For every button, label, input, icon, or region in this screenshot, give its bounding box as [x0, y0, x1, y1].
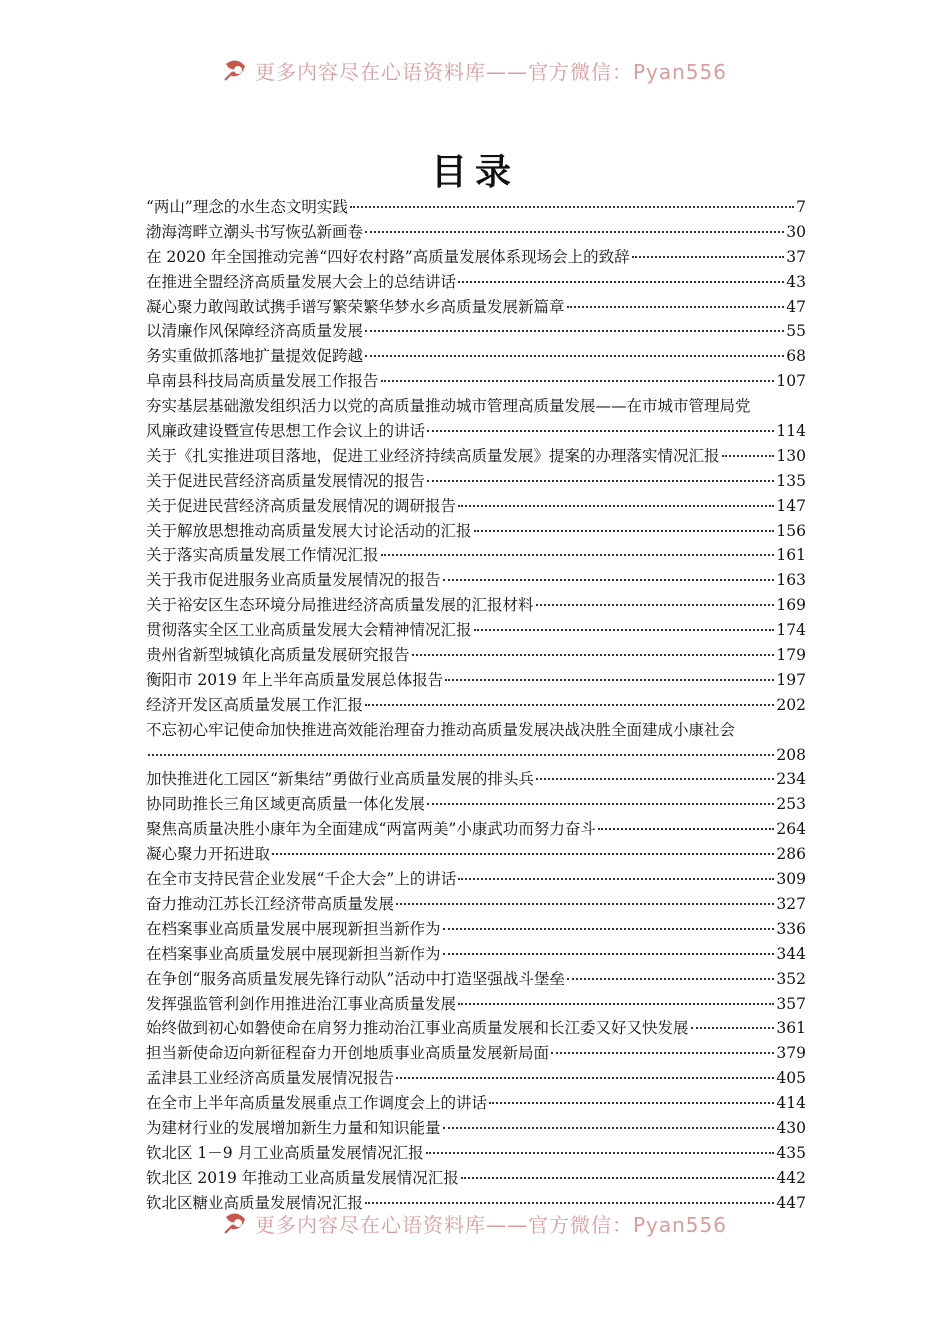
- toc-leader-dots: [272, 853, 774, 855]
- toc-entry[interactable]: [146, 1141, 806, 1166]
- toc-leader-dots: [598, 828, 775, 830]
- toc-entry-page: 147: [776, 496, 806, 515]
- toc-entry-title: 务实重做抓落地扩量提效促跨越: [146, 347, 364, 366]
- toc-entry-title: 协同助推长三角区域更高质量一体化发展: [146, 795, 426, 814]
- toc-entry-page: 43: [786, 272, 806, 291]
- toc-entry-page: 253: [776, 795, 806, 814]
- toc-leader-dots: [567, 978, 775, 980]
- toc-entry-page: 68: [786, 347, 806, 366]
- header-watermark: [0, 56, 950, 84]
- toc-entry[interactable]: [146, 967, 806, 992]
- toc-entry-title: 在档案事业高质量发展中展现新担当新作为: [146, 919, 441, 938]
- toc-entry[interactable]: [146, 1016, 806, 1041]
- toc-entry[interactable]: [146, 220, 806, 245]
- toc-entry[interactable]: [146, 1091, 806, 1116]
- toc-entry-title: 关于促进民营经济高质量发展情况的调研报告: [146, 496, 457, 515]
- toc-leader-dots: [632, 256, 785, 258]
- toc-entry-line1[interactable]: [146, 394, 806, 419]
- toc-leader-dots: [426, 1152, 775, 1154]
- toc-entry-page: 202: [776, 695, 806, 714]
- toc-leader-dots: [722, 455, 775, 457]
- toc-leader-dots: [365, 330, 784, 332]
- toc-entry-title: 渤海湾畔立潮头书写恢弘新画卷: [146, 222, 364, 241]
- toc-leader-dots: [381, 554, 775, 556]
- toc-entry-title: 以清廉作风保障经济高质量发展: [146, 322, 364, 341]
- toc-entry-title: 关于裕安区生态环境分局推进经济高质量发展的汇报材料: [146, 596, 534, 615]
- toc-leader-dots: [365, 231, 784, 233]
- footer-watermark: [0, 1209, 950, 1237]
- toc-entry-title: 关于《扎实推进项目落地，促进工业经济持续高质量发展》提案的办理落实情况汇报: [146, 446, 720, 465]
- toc-leader-dots: [691, 1027, 775, 1029]
- toc-entry-line1[interactable]: [146, 718, 806, 743]
- toc-leader-dots: [365, 1202, 774, 1204]
- toc-entry[interactable]: [146, 693, 806, 718]
- toc-entry[interactable]: [146, 618, 806, 643]
- toc-entry-page: 163: [776, 571, 806, 590]
- toc-entry-title: 钦北区糖业高质量发展情况汇报: [146, 1193, 364, 1212]
- toc-entry-title: 关于我市促进服务业高质量发展情况的报告: [146, 571, 441, 590]
- toc-entry[interactable]: [146, 519, 806, 544]
- toc-entry[interactable]: [146, 992, 806, 1017]
- toc-entry-page: 309: [776, 870, 806, 889]
- toc-entry-page: 55: [786, 322, 806, 341]
- toc-entry[interactable]: [146, 195, 806, 220]
- toc-leader-dots: [567, 306, 785, 308]
- toc-entry[interactable]: [146, 867, 806, 892]
- toc-entry[interactable]: [146, 743, 806, 768]
- toc-entry-title: 风廉政建设暨宣传思想工作会议上的讲话: [146, 422, 426, 441]
- toc-entry-title: 贯彻落实全区工业高质量发展大会精神情况汇报: [146, 621, 472, 640]
- toc-leader-dots: [445, 679, 774, 681]
- toc-leader-dots: [443, 579, 775, 581]
- toc-entry-page: 435: [776, 1143, 806, 1162]
- toc-entry-page: 7: [796, 198, 806, 216]
- toc-entry-title: 孟津县工业经济高质量发展情况报告: [146, 1069, 395, 1088]
- toc-entry-title: 关于解放思想推动高质量发展大讨论活动的汇报: [146, 521, 472, 540]
- toc-entry-title: 阜南县科技局高质量发展工作报告: [146, 372, 379, 391]
- toc-entry-page: 336: [776, 919, 806, 938]
- toc-leader-dots: [461, 1177, 775, 1179]
- toc-entry[interactable]: [146, 917, 806, 942]
- toc-entry-page: 264: [776, 820, 806, 839]
- toc-entry[interactable]: [146, 643, 806, 668]
- toc-entry-title: 在争创“服务高质量发展先锋行动队”活动中打造坚强战斗堡垒: [146, 969, 565, 988]
- toc-entry-title: 钦北区 2019 年推动工业高质量发展情况汇报: [146, 1168, 459, 1187]
- toc-leader-dots: [427, 803, 774, 805]
- toc-entry-page: 234: [776, 770, 806, 789]
- toc-entry-title: 凝心聚力开拓进取: [146, 845, 271, 864]
- toc-entry-title: 钦北区 1－9 月工业高质量发展情况汇报: [146, 1143, 424, 1162]
- toc-entry[interactable]: [146, 1116, 806, 1141]
- logo-icon: [223, 1211, 249, 1235]
- toc-entry[interactable]: [146, 792, 806, 817]
- toc-entry-title: 贵州省新型城镇化高质量发展研究报告: [146, 646, 410, 665]
- toc-entry-title: 奋力推动江苏长江经济带高质量发展: [146, 894, 395, 913]
- toc-entry-title: 关于落实高质量发展工作情况汇报: [146, 546, 379, 565]
- toc-entry[interactable]: [146, 593, 806, 618]
- toc-entry[interactable]: [146, 419, 806, 444]
- toc-entry-title-line1: 夯实基层基础激发组织活力以党的高质量推动城市管理高质量发展——在市城市管理局党: [146, 397, 751, 416]
- toc-entry-page: 169: [776, 596, 806, 615]
- toc-entry-page: 47: [786, 297, 806, 316]
- toc-entry-page: 286: [776, 845, 806, 864]
- toc-entry-page: 379: [776, 1044, 806, 1063]
- toc-entry[interactable]: [146, 668, 806, 693]
- toc-entry-page: 114: [776, 422, 806, 441]
- toc-leader-dots: [458, 281, 784, 283]
- toc-entry[interactable]: [146, 369, 806, 394]
- toc-entry-page: 135: [776, 471, 806, 490]
- toc-entry-title: 关于促进民营经济高质量发展情况的报告: [146, 471, 426, 490]
- toc-entry[interactable]: [146, 245, 806, 270]
- toc-entry-title: 在 2020 年全国推动完善“四好农村路”高质量发展体系现场会上的致辞: [146, 247, 630, 266]
- toc-entry-page: 37: [786, 247, 806, 266]
- toc-entry[interactable]: [146, 1066, 806, 1091]
- toc-leader-dots: [427, 430, 774, 432]
- toc-entry-title: 在全市支持民营企业发展“千企大会”上的讲话: [146, 870, 457, 889]
- toc-leader-dots: [396, 903, 774, 905]
- toc-entry-page: 344: [776, 944, 806, 963]
- toc-leader-dots: [443, 953, 775, 955]
- toc-entry-title: 发挥强监管利剑作用推进治江事业高质量发展: [146, 994, 457, 1013]
- toc-leader-dots: [365, 355, 784, 357]
- toc-leader-dots: [365, 704, 774, 706]
- toc-entry-page: 161: [776, 546, 806, 565]
- toc-leader-dots: [536, 604, 775, 606]
- toc-entry[interactable]: [146, 1041, 806, 1066]
- toc-entry-title: 衡阳市 2019 年上半年高质量发展总体报告: [146, 670, 444, 689]
- toc-entry-page: 327: [776, 894, 806, 913]
- toc-entry-page: 430: [776, 1118, 806, 1137]
- toc-entry[interactable]: [146, 842, 806, 867]
- toc-leader-dots: [474, 530, 775, 532]
- toc-leader-dots: [458, 1003, 774, 1005]
- toc-leader-dots: [458, 505, 774, 507]
- table-of-contents: [146, 195, 806, 1216]
- toc-entry-page: 442: [776, 1168, 806, 1187]
- toc-entry[interactable]: [146, 319, 806, 344]
- toc-entry-title: 聚焦高质量决胜小康年为全面建成“两富两美”小康武功而努力奋斗: [146, 820, 596, 839]
- toc-entry-page: 107: [776, 372, 806, 391]
- toc-leader-dots: [536, 778, 775, 780]
- toc-entry-title: 为建材行业的发展增加新生力量和知识能量: [146, 1118, 441, 1137]
- toc-entry-title: 经济开发区高质量发展工作汇报: [146, 695, 364, 714]
- toc-entry[interactable]: [146, 767, 806, 792]
- toc-leader-dots: [443, 928, 775, 930]
- toc-entry-title: “两山”理念的水生态文明实践: [146, 198, 348, 216]
- toc-entry[interactable]: [146, 892, 806, 917]
- toc-leader-dots: [350, 206, 794, 208]
- toc-entry-title: 始终做到初心如磐使命在肩努力推动治江事业高质量发展和长江委又好又快发展: [146, 1019, 689, 1038]
- toc-entry[interactable]: [146, 444, 806, 469]
- logo-icon: [223, 58, 249, 82]
- toc-entry[interactable]: [146, 494, 806, 519]
- toc-entry-page: 447: [776, 1193, 806, 1212]
- toc-entry[interactable]: [146, 469, 806, 494]
- toc-entry-title: 加快推进化工园区“新集结”勇做行业高质量发展的排头兵: [146, 770, 534, 789]
- toc-leader-dots: [474, 629, 775, 631]
- toc-entry[interactable]: [146, 817, 806, 842]
- toc-entry-page: 30: [786, 222, 806, 241]
- toc-entry-title: 在全市上半年高质量发展重点工作调度会上的讲话: [146, 1094, 488, 1113]
- toc-entry[interactable]: [146, 942, 806, 967]
- toc-entry[interactable]: [146, 1166, 806, 1191]
- toc-entry-page: 414: [776, 1094, 806, 1113]
- toc-entry-page: 208: [776, 745, 806, 764]
- toc-entry-title-line1: 不忘初心牢记使命加快推进高效能治理奋力推动高质量发展决战决胜全面建成小康社会: [146, 720, 736, 739]
- toc-leader-dots: [381, 380, 775, 382]
- page-title: 目录: [430, 151, 519, 193]
- toc-entry-page: 174: [776, 621, 806, 640]
- toc-entry-page: 405: [776, 1069, 806, 1088]
- toc-entry-page: 357: [776, 994, 806, 1013]
- toc-leader-dots: [396, 1077, 774, 1079]
- toc-leader-dots: [551, 1052, 774, 1054]
- toc-entry-title: 在推进全盟经济高质量发展大会上的总结讲话: [146, 272, 457, 291]
- toc-entry-title: 凝心聚力敢闯敢试携手谱写繁荣繁华梦水乡高质量发展新篇章: [146, 297, 565, 316]
- toc-leader-dots: [148, 754, 774, 756]
- toc-entry[interactable]: [146, 543, 806, 568]
- toc-entry-title: 在档案事业高质量发展中展现新担当新作为: [146, 944, 441, 963]
- toc-entry[interactable]: [146, 568, 806, 593]
- toc-entry-page: 352: [776, 969, 806, 988]
- toc-leader-dots: [427, 480, 774, 482]
- toc-entry-page: 156: [776, 521, 806, 540]
- toc-entry-title: 担当新使命迈向新征程奋力开创地质事业高质量发展新局面: [146, 1044, 550, 1063]
- toc-entry[interactable]: [146, 344, 806, 369]
- toc-leader-dots: [443, 1127, 775, 1129]
- toc-entry[interactable]: [146, 270, 806, 295]
- toc-entry[interactable]: [146, 295, 806, 320]
- watermark-text: 更多内容尽在心语资料库——官方微信：Pyan556: [254, 59, 727, 84]
- toc-entry-page: 179: [776, 646, 806, 665]
- toc-entry-page: 361: [776, 1019, 806, 1038]
- toc-entry-page: 197: [776, 670, 806, 689]
- toc-leader-dots: [489, 1102, 774, 1104]
- watermark-text: 更多内容尽在心语资料库——官方微信：Pyan556: [254, 1212, 727, 1237]
- toc-leader-dots: [458, 878, 774, 880]
- toc-leader-dots: [412, 654, 775, 656]
- toc-entry-page: 130: [776, 446, 806, 465]
